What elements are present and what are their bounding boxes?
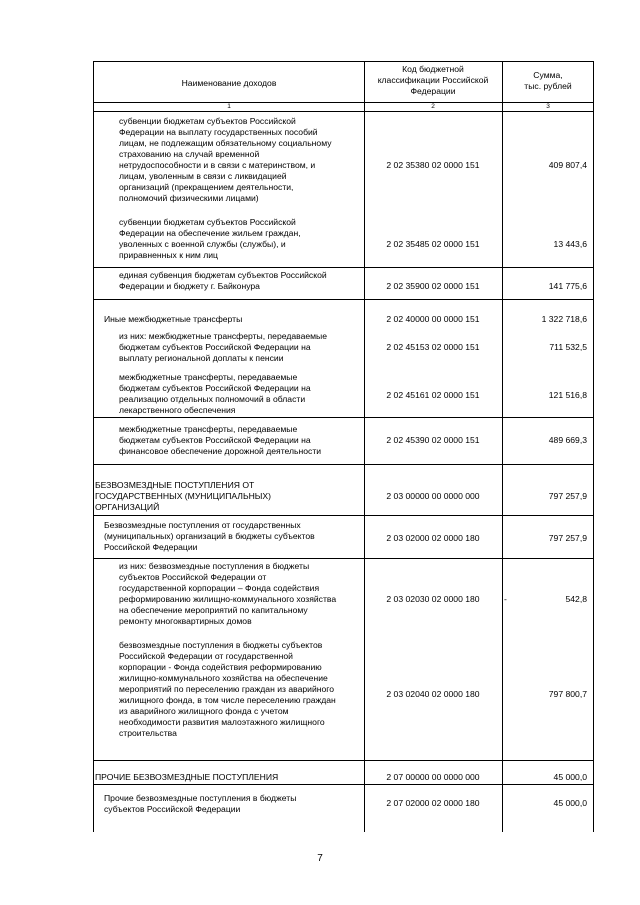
income-name: безвозмездные поступления в бюджеты субъектов Российской Федерации от государственной корпорации - Фонда содействия реформированию жилищно-коммунального хозяйства на обеспечение мероприятий по переселению граждан из аварийного жилищного фонда, в том числе переселению граждан из аварийного жилищного фонда с учетом необходимости развития малоэтажного жилищного строительства	[119, 640, 336, 738]
income-name: межбюджетные трансферты, передаваемые бюджетам субъектов Российской Федерации на реализацию отдельных полномочий в области лекарственного обеспечения	[119, 372, 311, 415]
budget-code: 2 02 45161 02 0000 151	[386, 390, 480, 400]
amount: 409 807,4	[548, 160, 587, 170]
budget-code: 2 07 02000 02 0000 180	[386, 798, 480, 808]
amount: 45 000,0	[553, 772, 587, 782]
amount: 13 443,6	[553, 239, 587, 249]
amount: 711 532,5	[549, 342, 587, 352]
col-number-3: 3	[546, 103, 550, 110]
col-number-1: 1	[227, 103, 231, 110]
income-name: из них: безвозмездные поступления в бюджеты субъектов Российской Федерации от государственной корпорации – Фонда содействия реформированию жилищно-коммунального хозяйства на обеспечение мероприятий по капитальному ремонту многоквартирных домов	[119, 561, 337, 626]
amount: 45 000,0	[553, 798, 587, 808]
budget-code: 2 02 35900 02 0000 151	[386, 281, 480, 291]
budget-code: 2 03 02030 02 0000 180	[386, 594, 480, 604]
dash-mark: -	[504, 594, 507, 604]
amount: 141 775,6	[548, 281, 587, 291]
income-name: из них: межбюджетные трансферты, передаваемые бюджетам субъектов Российской Федерации на выплату региональной доплаты к пенсии	[119, 331, 327, 363]
header-code: Код бюджетной классификации Российской Федерации	[377, 64, 489, 96]
col-number-2: 2	[431, 103, 435, 110]
amount: 797 800,7	[548, 689, 587, 699]
row-divider	[94, 784, 593, 785]
income-name: Безвозмездные поступления от государственных (муниципальных) организаций в бюджеты субъектов Российской Федерации	[104, 520, 315, 552]
budget-code: 2 03 02000 02 0000 180	[386, 533, 480, 543]
budget-code: 2 07 00000 00 0000 000	[386, 772, 480, 782]
row-divider	[94, 558, 593, 559]
income-name: субвенции бюджетам субъектов Российской Федерации на обеспечение жильем граждан, уволенных с военной службы (службы), и приравненных к ним лиц	[119, 217, 301, 260]
header-sum: Сумма, тыс. рублей	[524, 70, 572, 91]
amount: 489 669,3	[548, 435, 587, 445]
numbers-divider	[94, 111, 593, 112]
row-divider	[94, 760, 593, 761]
row-divider	[94, 515, 593, 516]
income-table	[93, 61, 594, 832]
amount: 1 322 718,6	[541, 314, 587, 324]
row-divider	[94, 299, 593, 300]
amount: 797 257,9	[548, 491, 587, 501]
budget-code: 2 03 02040 02 0000 180	[386, 689, 480, 699]
row-divider	[94, 464, 593, 465]
budget-code: 2 02 45390 02 0000 151	[386, 435, 480, 445]
budget-code: 2 02 40000 00 0000 151	[386, 314, 480, 324]
budget-code: 2 02 45153 02 0000 151	[386, 342, 480, 352]
amount: 797 257,9	[548, 533, 587, 543]
income-name: субвенции бюджетам субъектов Российской Федерации на выплату государственных пособий лицам, не подлежащим обязательному социальному страхованию на случай временной нетрудоспособности и в связи с материнством, и лицам, уволенным в связи с ликвидацией организаций (прекращением деятельности, полномочий физическими лицами)	[119, 116, 332, 203]
row-divider	[94, 417, 593, 418]
income-name: межбюджетные трансферты, передаваемые бюджетам субъектов Российской Федерации на финансовое обеспечение дорожной деятельности	[119, 424, 322, 456]
income-name: единая субвенция бюджетам субъектов Российской Федерации и бюджету г. Байконура	[119, 270, 327, 291]
income-name: ПРОЧИЕ БЕЗВОЗМЕЗДНЫЕ ПОСТУПЛЕНИЯ	[95, 772, 279, 782]
budget-code: 2 02 35485 02 0000 151	[386, 239, 480, 249]
col-separator-1	[364, 62, 365, 832]
page-number: 7	[317, 853, 323, 864]
col-separator-2	[502, 62, 503, 832]
header-name: Наименование доходов	[181, 78, 277, 88]
row-divider	[94, 267, 593, 268]
income-name: Прочие безвозмездные поступления в бюджеты субъектов Российской Федерации	[104, 793, 297, 814]
budget-code: 2 03 00000 00 0000 000	[386, 491, 480, 501]
income-name: БЕЗВОЗМЕЗДНЫЕ ПОСТУПЛЕНИЯ ОТ ГОСУДАРСТВЕННЫХ (МУНИЦИПАЛЬНЫХ) ОРГАНИЗАЦИЙ	[95, 480, 271, 512]
amount: 542,8	[565, 594, 587, 604]
budget-code: 2 02 35380 02 0000 151	[386, 160, 480, 170]
amount: 121 516,8	[548, 390, 587, 400]
income-name: Иные межбюджетные трансферты	[104, 314, 243, 324]
